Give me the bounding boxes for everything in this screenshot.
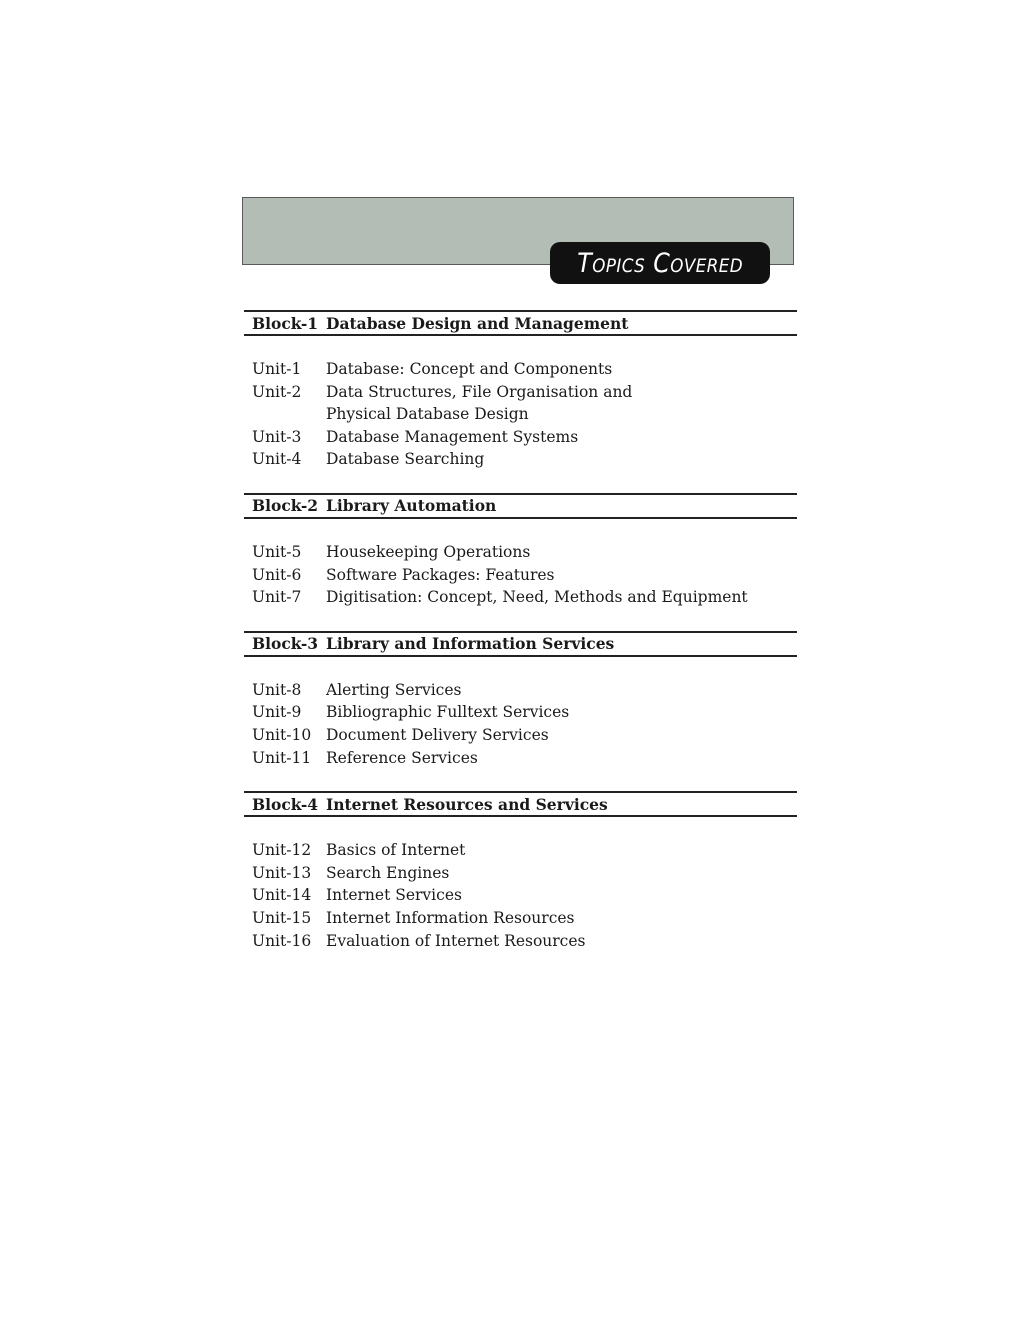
unit-title: Database Searching bbox=[326, 450, 485, 469]
block-title: Library and Information Services bbox=[326, 634, 615, 654]
unit-title: Digitisation: Concept, Need, Methods and Equipment bbox=[326, 588, 748, 607]
block-header bbox=[244, 493, 797, 519]
unit-number: Unit-11 bbox=[252, 748, 312, 767]
unit-title: Reference Services bbox=[326, 748, 478, 767]
unit-number: Unit-3 bbox=[252, 427, 302, 446]
unit-item bbox=[244, 839, 797, 862]
topics-covered-tab bbox=[550, 242, 770, 284]
unit-item bbox=[244, 564, 797, 587]
unit-item bbox=[244, 541, 797, 564]
unit-item bbox=[244, 907, 797, 930]
block-number: Block-1 bbox=[252, 313, 319, 333]
unit-number: Unit-4 bbox=[252, 450, 302, 469]
unit-item bbox=[244, 701, 797, 724]
unit-item bbox=[244, 448, 797, 471]
unit-number: Unit-5 bbox=[252, 542, 302, 561]
block-header bbox=[244, 310, 797, 336]
block-4 bbox=[244, 791, 797, 952]
unit-title: Internet Information Resources bbox=[326, 908, 575, 927]
unit-item bbox=[244, 747, 797, 770]
unit-title: Search Engines bbox=[326, 863, 450, 882]
unit-title: Document Delivery Services bbox=[326, 725, 549, 744]
unit-number: Unit-8 bbox=[252, 680, 302, 699]
unit-number: Unit-6 bbox=[252, 565, 302, 584]
block-title: Internet Resources and Services bbox=[326, 794, 608, 814]
unit-title: Database: Concept and Components bbox=[326, 360, 613, 378]
unit-item bbox=[244, 884, 797, 907]
unit-list bbox=[244, 679, 797, 769]
unit-list bbox=[244, 358, 797, 471]
block-number: Block-3 bbox=[252, 634, 319, 654]
unit-list bbox=[244, 839, 797, 952]
unit-number: Unit-2 bbox=[252, 382, 302, 401]
unit-item bbox=[244, 724, 797, 747]
unit-number: Unit-12 bbox=[252, 841, 312, 860]
unit-title: Software Packages: Features bbox=[326, 565, 555, 584]
unit-number: Unit-15 bbox=[252, 908, 312, 927]
unit-number: Unit-1 bbox=[252, 360, 302, 378]
unit-title: Internet Services bbox=[326, 886, 462, 905]
topics-covered-title: Topics Covered bbox=[577, 247, 743, 279]
unit-title: Evaluation of Internet Resources bbox=[326, 931, 586, 950]
unit-item bbox=[244, 930, 797, 953]
unit-title: Data Structures, File Organisation and Physical Database Design bbox=[326, 382, 633, 424]
unit-item bbox=[244, 426, 797, 449]
block-header bbox=[244, 631, 797, 657]
unit-title: Database Management Systems bbox=[326, 427, 579, 446]
block-header bbox=[244, 791, 797, 817]
unit-item bbox=[244, 358, 797, 381]
unit-number: Unit-14 bbox=[252, 886, 312, 905]
block-title: Database Design and Management bbox=[326, 313, 629, 333]
unit-title: Housekeeping Operations bbox=[326, 542, 531, 561]
unit-item bbox=[244, 381, 797, 426]
block-3 bbox=[244, 631, 797, 769]
unit-item bbox=[244, 586, 797, 609]
block-title: Library Automation bbox=[326, 496, 497, 516]
unit-item bbox=[244, 679, 797, 702]
block-2 bbox=[244, 493, 797, 609]
block-number: Block-2 bbox=[252, 496, 319, 516]
unit-list bbox=[244, 541, 797, 609]
unit-title: Bibliographic Fulltext Services bbox=[326, 703, 570, 722]
unit-title: Basics of Internet bbox=[326, 841, 466, 860]
unit-number: Unit-10 bbox=[252, 725, 312, 744]
unit-number: Unit-13 bbox=[252, 863, 312, 882]
block-1 bbox=[244, 310, 797, 471]
unit-number: Unit-16 bbox=[252, 931, 312, 950]
unit-number: Unit-9 bbox=[252, 703, 302, 722]
topics-list bbox=[244, 310, 797, 974]
unit-number: Unit-7 bbox=[252, 588, 302, 607]
unit-item bbox=[244, 862, 797, 885]
unit-title: Alerting Services bbox=[326, 680, 462, 699]
block-number: Block-4 bbox=[252, 794, 319, 814]
